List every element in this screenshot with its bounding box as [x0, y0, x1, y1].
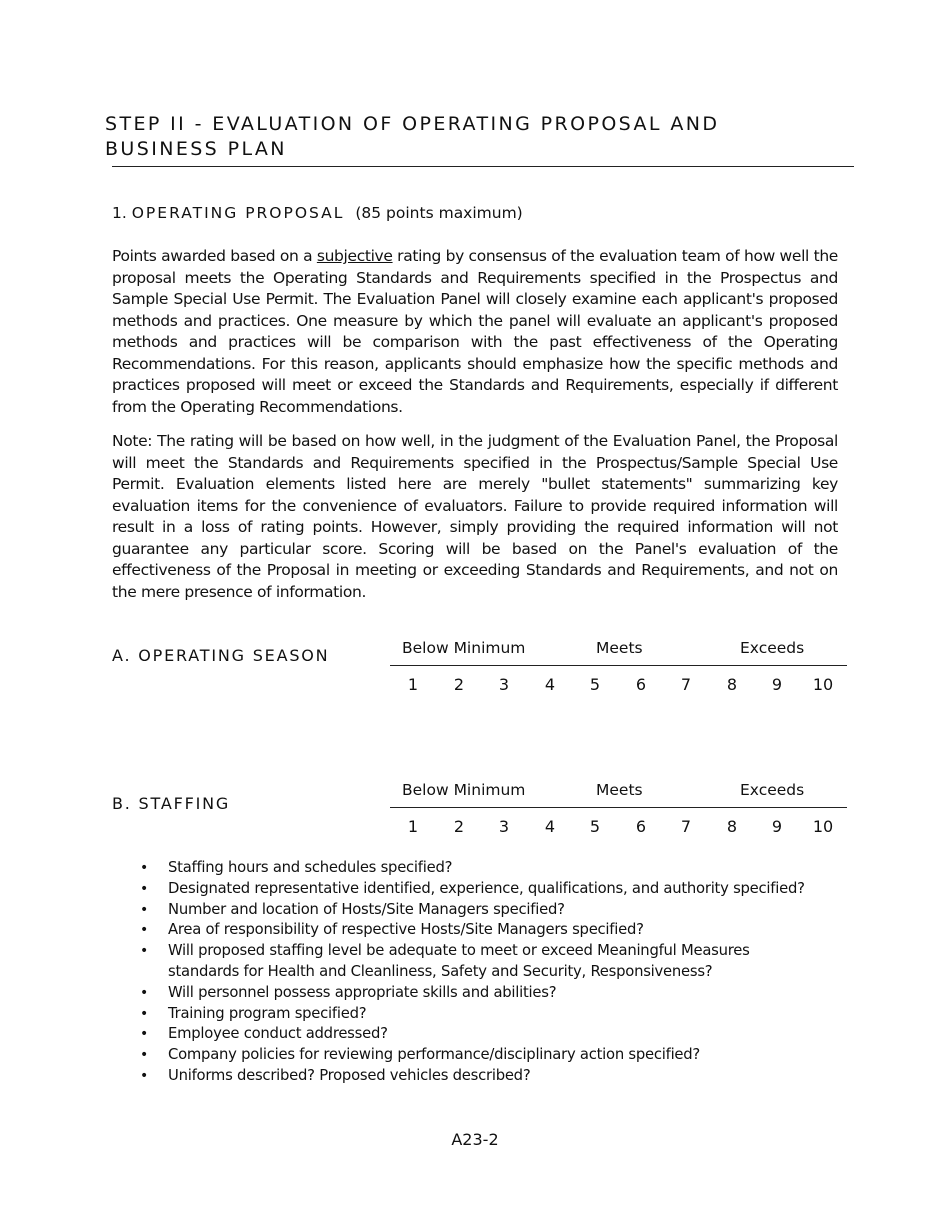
scale-rule: [390, 665, 847, 666]
list-item-text: Number and location of Hosts/Site Managers specified?: [168, 900, 565, 918]
list-item-text: Uniforms described? Proposed vehicles described?: [168, 1066, 531, 1084]
list-item-text: Employee conduct addressed?: [168, 1025, 388, 1043]
scale-number: 6: [635, 675, 647, 694]
staffing-checklist: [140, 858, 840, 1087]
scale-meets-label: Meets: [596, 781, 643, 799]
scale-number: 8: [726, 817, 738, 836]
note-paragraph: Note: The rating will be based on how well, in the judgment of the Evaluation Panel, the Proposal will meet the Standards and Requirements specified in the Prospectus/Sample Special Use Permit. Evaluation elements listed here are merely "bullet statements" summarizing key evaluation items for the convenience of evaluators. Failure to provide required information will result in a loss of rating points. However, simply providing the required information will not guarantee any particular score. Scoring will be based on the Panel's evaluation of the effectiveness of the Proposal in meeting or exceeding Standards and Requirements, and not on the mere presence of information.: [112, 432, 838, 601]
bullet-icon: •: [140, 922, 149, 939]
scale-number: 7: [680, 817, 692, 836]
scale-headers: [390, 639, 847, 661]
intro-text-end: rating by consensus of the evaluation team of how well the proposal meets the Operating Standards and Requirements specified in the Prospectus and Sample Special Use Permit. The Evaluation Panel will closely examine each applicant's proposed methods and practices. One measure by which the panel will evaluate an applicant's proposed methods and practices will be comparison with the past effectiveness of the Operating Recommendations. For this reason, applicants should emphasize how the specific methods and practices proposed will meet or exceed the Standards and Requirements, especially if different from the Operating Recommendations.: [112, 247, 838, 416]
scale-numbers: [390, 817, 847, 841]
scale-exceeds-label: Exceeds: [740, 781, 805, 799]
section-name: OPERATING PROPOSAL: [131, 204, 345, 222]
list-item: [140, 900, 840, 921]
scale-number: 9: [771, 675, 783, 694]
bullet-icon: •: [140, 943, 149, 960]
scale-exceeds-label: Exceeds: [740, 639, 805, 657]
scale-number: 2: [453, 675, 465, 694]
list-item-text: Staffing hours and schedules specified?: [168, 859, 453, 876]
scale-number: 9: [771, 817, 783, 836]
scale-number: 6: [635, 817, 647, 836]
scale-number: 3: [498, 817, 510, 836]
bullet-icon: •: [140, 901, 149, 918]
scale-number: 1: [407, 675, 419, 694]
intro-text-underlined: subjective: [316, 247, 393, 265]
list-item-text: Training program specified?: [168, 1004, 367, 1022]
scale-number: 8: [726, 675, 738, 694]
bullet-icon: •: [140, 880, 149, 897]
section-number: 1.: [112, 204, 127, 222]
scale-number: 4: [544, 817, 556, 836]
rating-scale-a: [390, 639, 847, 699]
scale-numbers: [390, 675, 847, 699]
list-item-text: Will proposed staffing level be adequate to meet or exceed Meaningful Measures standards for Health and Cleanliness, Safety and Security, Responsiveness?: [168, 942, 750, 980]
scale-rule: [390, 807, 847, 808]
category-a-label: A. OPERATING SEASON: [112, 646, 330, 665]
list-item-text: Company policies for reviewing performance/disciplinary action specified?: [168, 1046, 701, 1064]
section-points: (85 points maximum): [355, 204, 523, 222]
page-title: STEP II - EVALUATION OF OPERATING PROPOSAL AND BUSINESS PLAN: [105, 113, 720, 160]
list-item-text: Will personnel possess appropriate skills and abilities?: [168, 983, 557, 1001]
scale-number: 3: [498, 675, 510, 694]
scale-below-label: Below Minimum: [402, 639, 526, 657]
scale-number: 5: [589, 675, 601, 694]
scale-number: 5: [589, 817, 601, 836]
list-item-text: Designated representative identified, experience, qualifications, and authority specified?: [168, 879, 805, 897]
bullet-icon: •: [140, 1067, 149, 1084]
page-number: A23-2: [451, 1130, 499, 1149]
list-item-text: Area of responsibility of respective Hosts/Site Managers specified?: [168, 921, 644, 939]
scale-number: 10: [812, 817, 834, 836]
bullet-icon: •: [140, 860, 149, 876]
list-item: [140, 858, 840, 879]
scale-number: 2: [453, 817, 465, 836]
scale-number: 7: [680, 675, 692, 694]
list-item: [140, 920, 840, 941]
list-item: [140, 1024, 840, 1045]
bullet-icon: •: [140, 1026, 149, 1043]
category-b-label: B. STAFFING: [112, 794, 231, 813]
list-item: [140, 941, 840, 983]
list-item: [140, 983, 840, 1004]
section-title: [112, 204, 523, 222]
bullet-icon: •: [140, 984, 149, 1001]
scale-headers: [390, 781, 847, 803]
rating-scale-b: [390, 781, 847, 841]
bullet-icon: •: [140, 1005, 149, 1022]
list-item: [140, 1004, 840, 1025]
bullet-icon: •: [140, 1047, 149, 1064]
scale-number: 10: [812, 675, 834, 694]
scale-meets-label: Meets: [596, 639, 643, 657]
intro-text-start: Points awarded based on a: [112, 247, 317, 265]
list-item: [140, 1045, 840, 1066]
scale-below-label: Below Minimum: [402, 781, 526, 799]
list-item: [140, 879, 840, 900]
scale-number: 4: [544, 675, 556, 694]
list-item: [140, 1066, 840, 1087]
intro-paragraph: [112, 246, 838, 418]
title-divider: [112, 166, 854, 167]
scale-number: 1: [407, 817, 419, 836]
